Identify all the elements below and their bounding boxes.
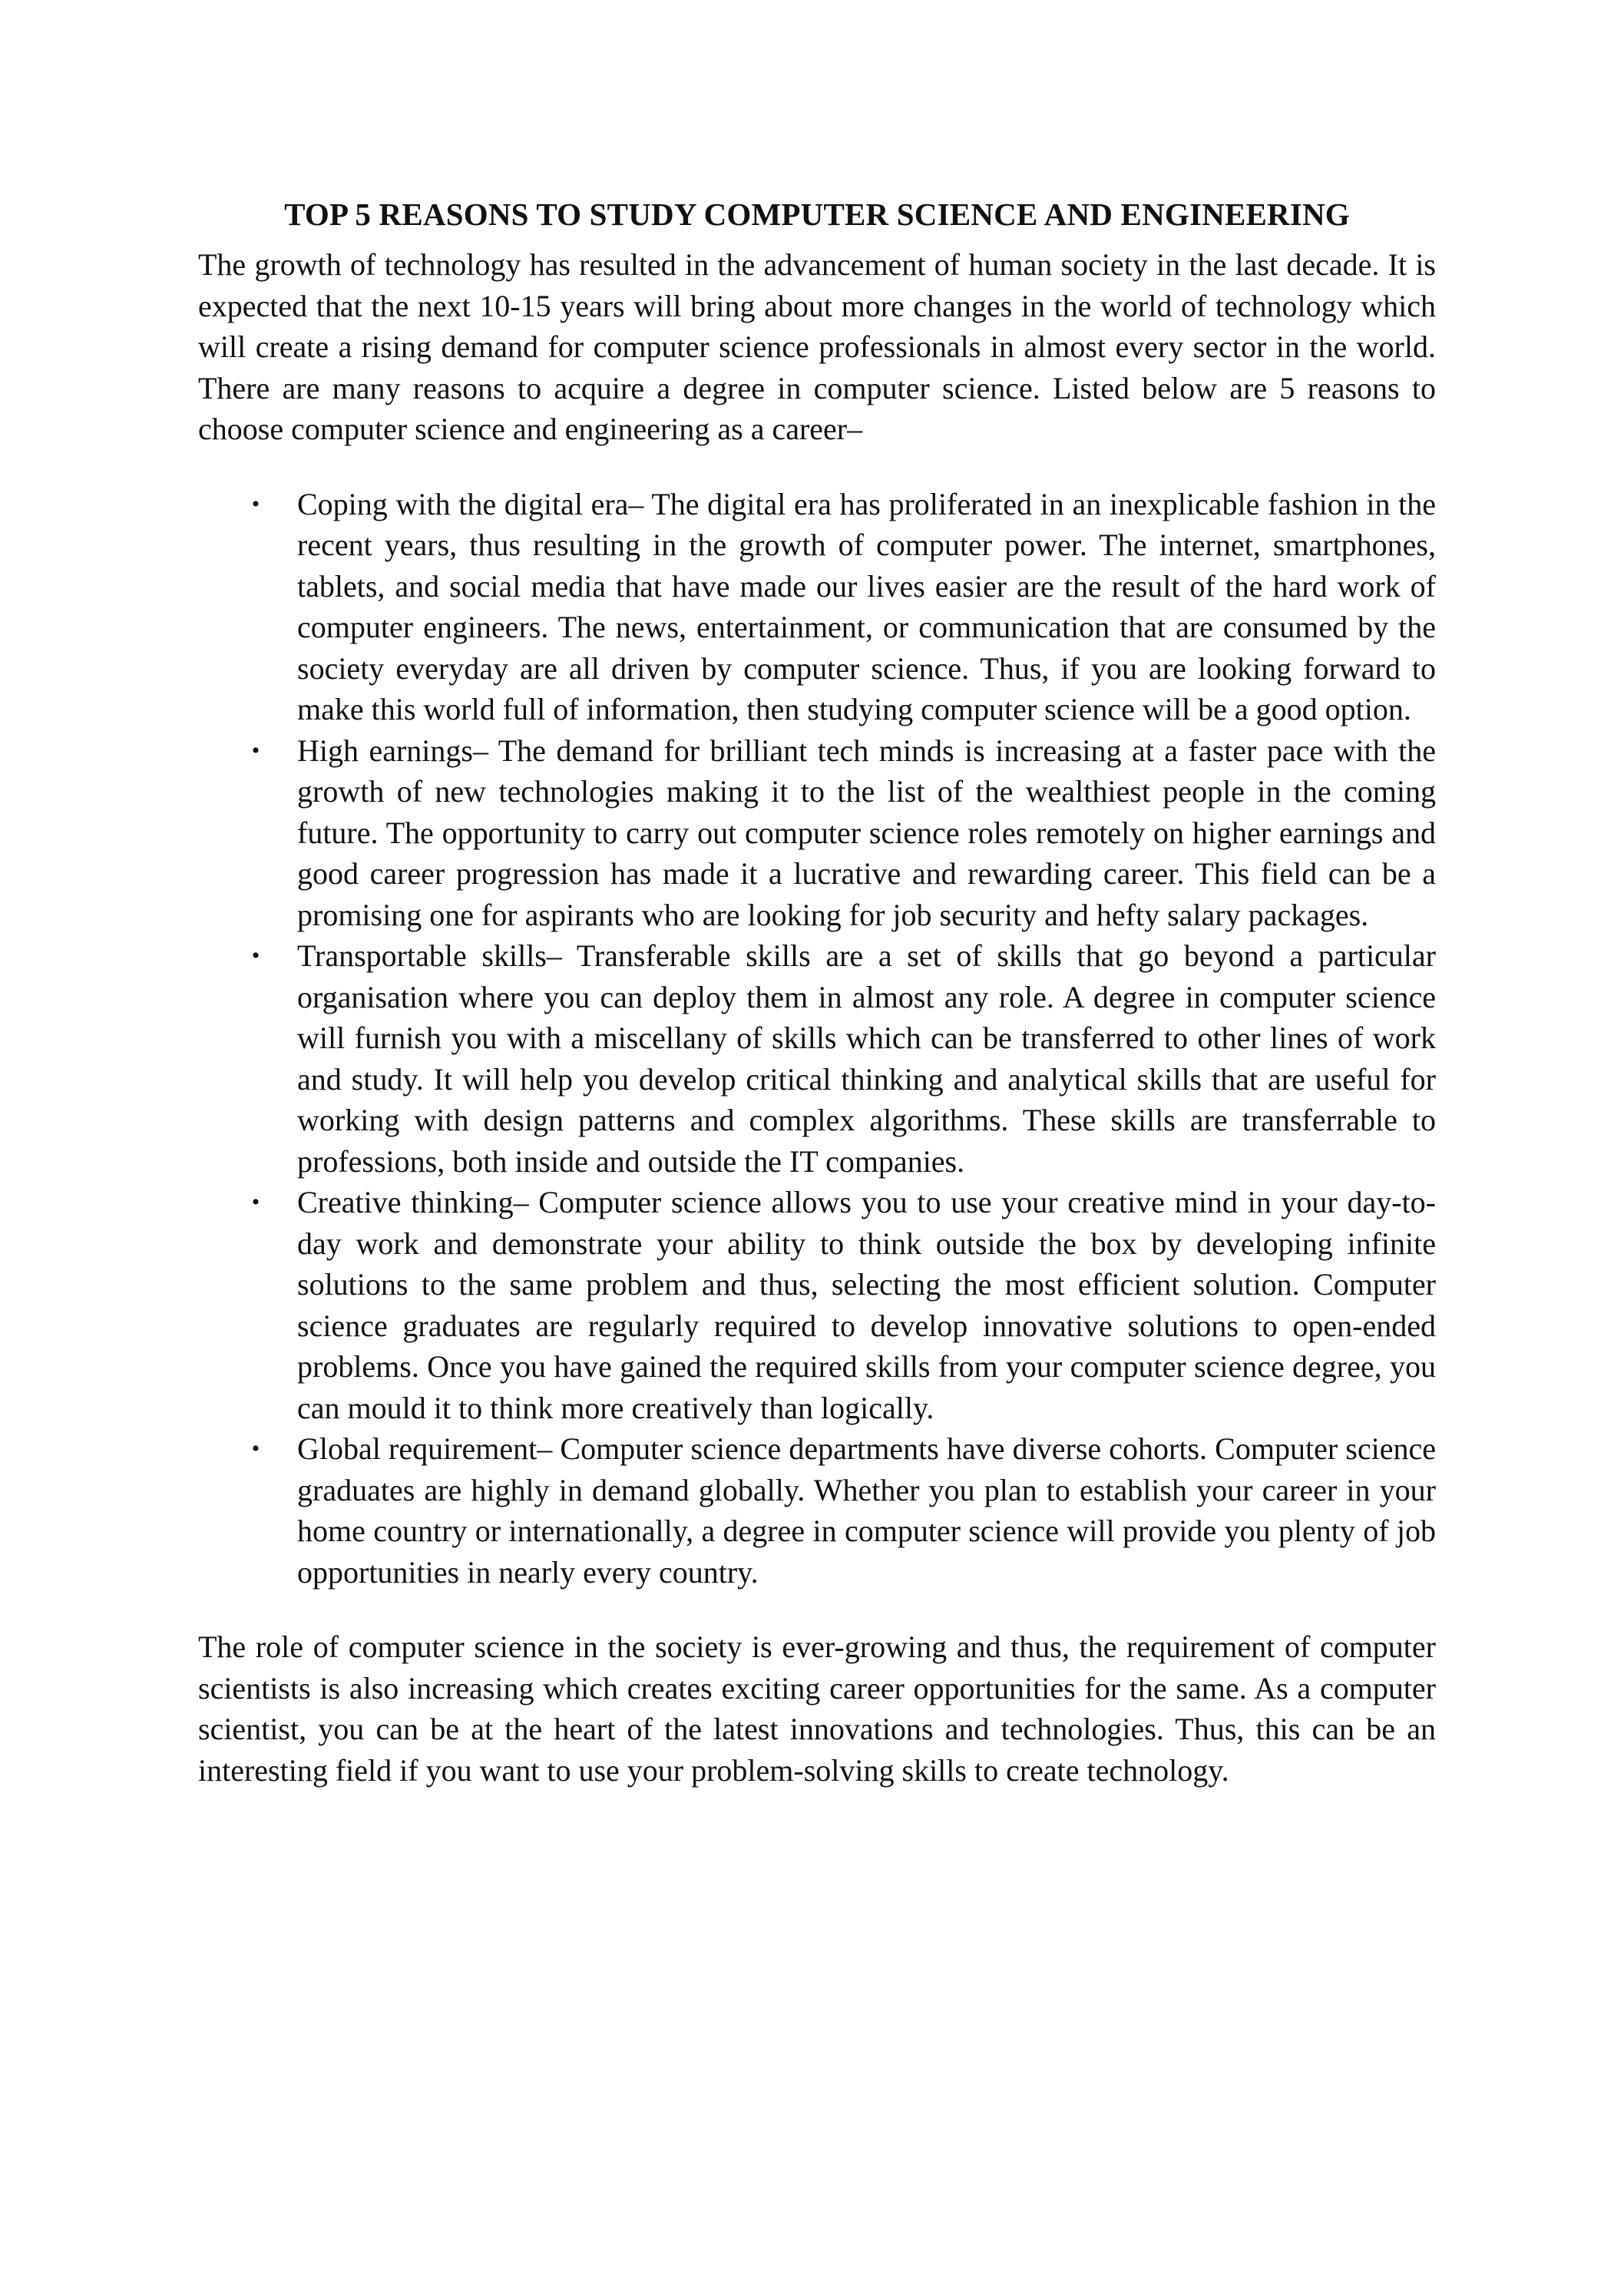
reason-text: Creative thinking– Computer science allows you to use your creative mind in your day-to-day work and demonstrate your ability to think outside the box by developing infinite solutions to the same problem and thus, selecting the most efficient solution. Computer science graduates are regularly required to develop innovative solutions to open-ended problems. Once you have gained the required skills from your computer science degree, you can mould it to think more creatively than logically. <box>297 1185 1436 1425</box>
bullet-icon: • <box>251 943 260 968</box>
reason-item-global-requirement <box>198 1428 1436 1593</box>
reason-text: Transportable skills– Transferable skills are a set of skills that go beyond a particular organisation where you can deploy them in almost any role. A degree in computer science will furnish you with a miscellany of skills which can be transferred to other lines of work and study. It will help you develop critical thinking and analytical skills that are useful for working with design patterns and complex algorithms. These skills are transferrable to professions, both inside and outside the IT companies. <box>297 938 1436 1179</box>
conclusion-paragraph: The role of computer science in the society is ever-growing and thus, the requirement of computer scientists is also increasing which creates exciting career opportunities for the same. As a computer scientist, you can be at the heart of the latest innovations and technologies. Thus, this can be an interesting field if you want to use your problem-solving skills to create technology. <box>198 1629 1436 1788</box>
reason-item-digital-era <box>198 484 1436 730</box>
intro-paragraph: The growth of technology has resulted in the advancement of human society in the last decade. It is expected that the next 10-15 years will bring about more changes in the world of technology which will create a rising demand for computer science professionals in almost every sector in the world. There are many reasons to acquire a degree in computer science. Listed below are 5 reasons to choose computer science and engineering as a career– <box>198 247 1436 446</box>
document-page <box>198 194 1436 1791</box>
bullet-icon: • <box>251 737 260 763</box>
document-title: TOP 5 REASONS TO STUDY COMPUTER SCIENCE AND ENGINEERING <box>284 197 1350 232</box>
reason-text: Global requirement– Computer science departments have diverse cohorts. Computer science graduates are highly in demand globally. Whether you plan to establish your career in your home country or internationally, a degree in computer science will provide you plenty of job opportunities in nearly every country. <box>297 1431 1436 1590</box>
bullet-icon: • <box>251 491 260 517</box>
bullet-icon: • <box>251 1436 260 1461</box>
reasons-list <box>198 484 1436 1593</box>
reason-text: High earnings– The demand for brilliant tech minds is increasing at a faster pace with the growth of new technologies making it to the list of the wealthiest people in the coming future. The opportunity to carry out computer science roles remotely on higher earnings and good career progression has made it a lucrative and rewarding career. This field can be a promising one for aspirants who are looking for job security and hefty salary packages. <box>297 733 1436 932</box>
reason-text: Coping with the digital era– The digital era has proliferated in an inexplicable fashion in the recent years, thus resulting in the growth of computer power. The internet, smartphones, tablets, and social media that have made our lives easier are the result of the hard work of computer engineers. The news, entertainment, or communication that are consumed by the society everyday are all driven by computer science. Thus, if you are looking forward to make this world full of information, then studying computer science will be a good option. <box>297 486 1436 726</box>
reason-item-transportable-skills <box>198 935 1436 1182</box>
bullet-icon: • <box>251 1189 260 1215</box>
reason-item-creative-thinking <box>198 1182 1436 1428</box>
reason-item-high-earnings <box>198 730 1436 936</box>
